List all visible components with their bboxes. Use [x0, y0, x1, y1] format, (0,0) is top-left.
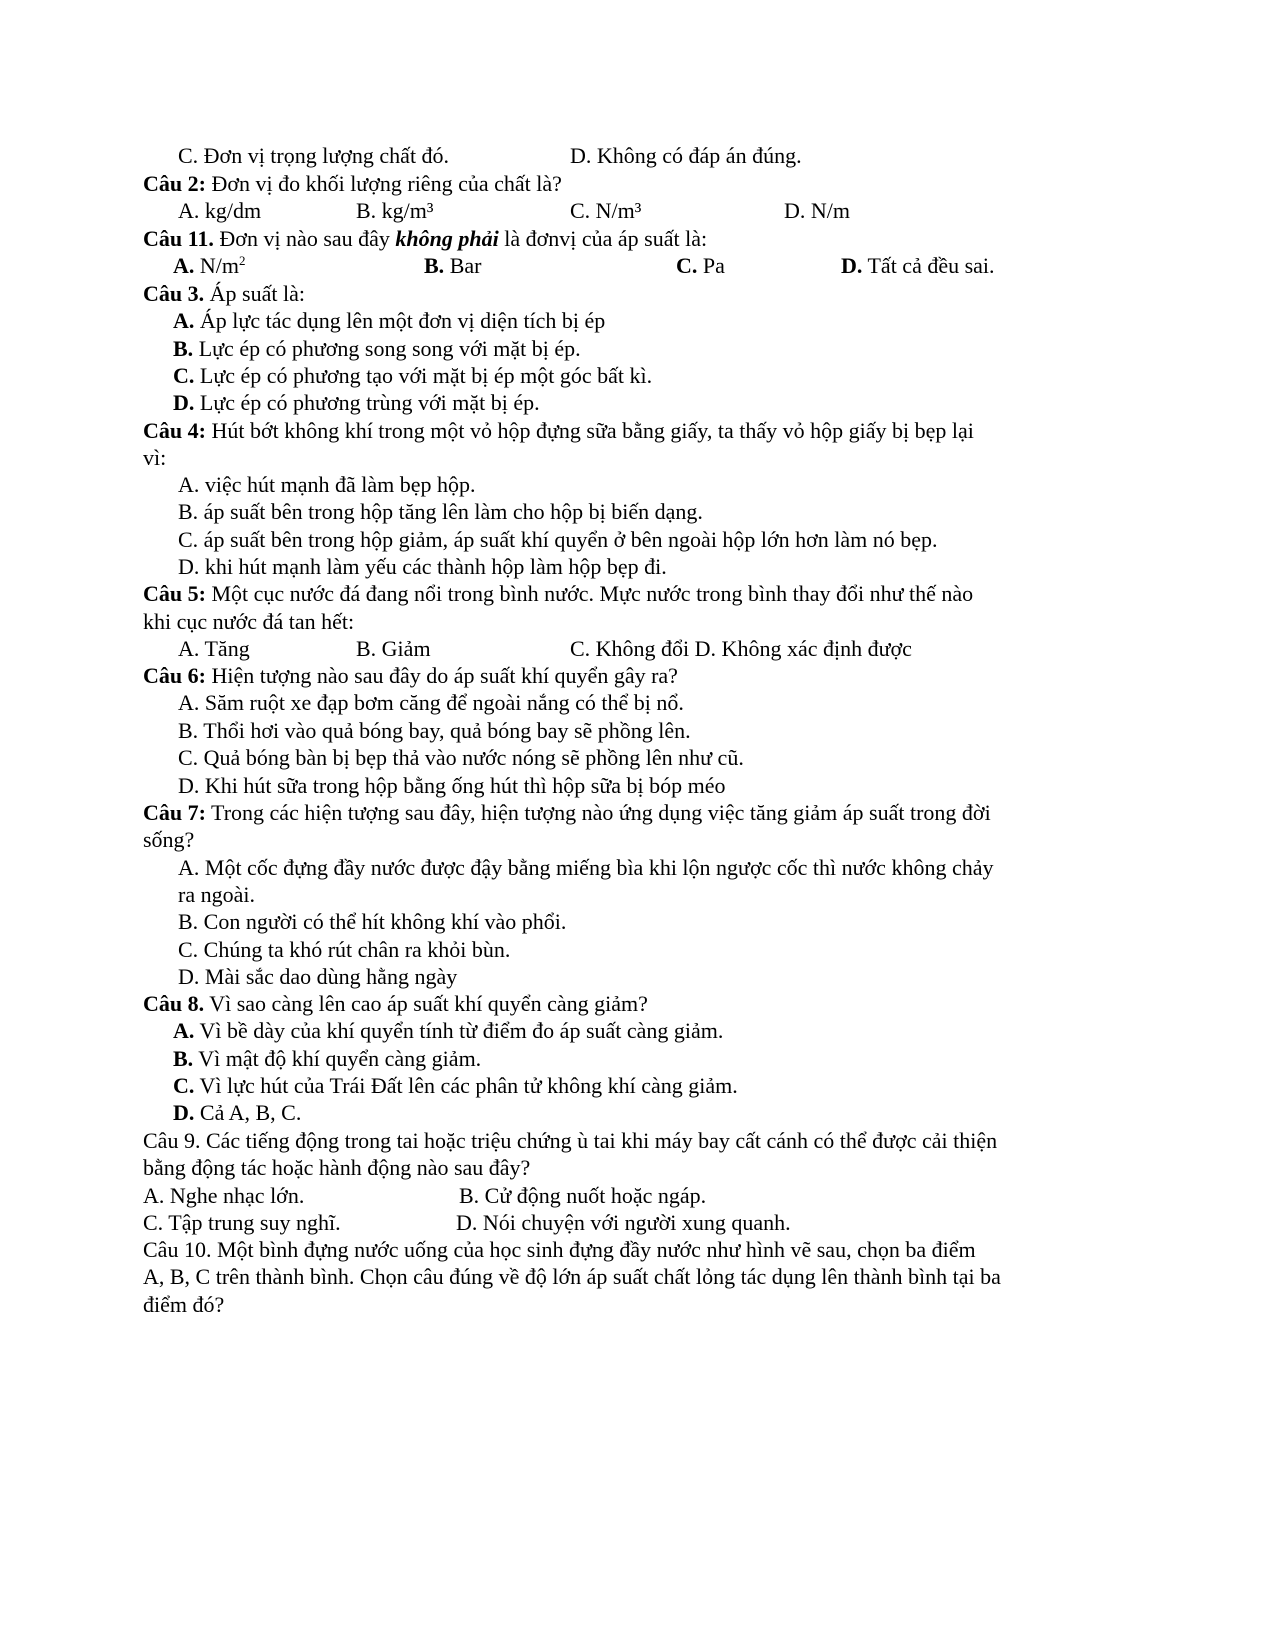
- question-10-continuation-1: A, B, C trên thành bình. Chọn câu đúng về độ lớn áp suất chất lỏng tác dụng lên thành bình tại ba: [143, 1264, 1001, 1289]
- q6-option-c: C. Quả bóng bàn bị bẹp thả vào nước nóng sẽ phồng lên như cũ.: [178, 745, 744, 770]
- option-letter: D.: [841, 253, 863, 278]
- q3-option-d: [173, 390, 540, 416]
- option-letter: D.: [173, 1100, 195, 1125]
- option-letter: C.: [173, 1073, 195, 1098]
- q5-option-b: B. Giảm: [356, 636, 431, 661]
- option-letter: D.: [173, 390, 195, 415]
- question-text: Một cục nước đá đang nổi trong bình nước. Mực nước trong bình thay đổi như thế nào: [205, 581, 974, 606]
- question-label: Câu 6:: [143, 663, 206, 688]
- question-label: Câu 7:: [143, 800, 206, 825]
- q2-option-a: A. kg/dm: [178, 198, 262, 223]
- option-letter: C.: [676, 253, 698, 278]
- question-label: Câu 3.: [143, 281, 205, 306]
- question-5: [143, 581, 973, 607]
- question-4-continuation: vì:: [143, 445, 167, 470]
- q7-option-c: C. Chúng ta khó rút chân ra khỏi bùn.: [178, 937, 511, 962]
- q8-option-b: [173, 1046, 481, 1072]
- q5-option-cd: C. Không đổi D. Không xác định được: [570, 636, 912, 661]
- option-text: Lực ép có phương tạo với mặt bị ép một góc bất kì.: [194, 363, 653, 388]
- question-label: Câu 4:: [143, 418, 206, 443]
- question-text: Hiện tượng nào sau đây do áp suất khí quyển gây ra?: [205, 663, 678, 688]
- question-9-continuation: bằng động tác hoặc hành động nào sau đây?: [143, 1155, 531, 1180]
- question-label: Câu 2:: [143, 171, 206, 196]
- question-5-continuation: khi cục nước đá tan hết:: [143, 609, 355, 634]
- question-text: Trong các hiện tượng sau đây, hiện tượng nào ứng dụng việc tăng giảm áp suất trong đời: [205, 800, 991, 825]
- option-text: Vì mật độ khí quyển càng giảm.: [193, 1046, 482, 1071]
- q4-option-b: B. áp suất bên trong hộp tăng lên làm cho hộp bị biến dạng.: [178, 499, 703, 524]
- q2-option-d: D. N/m: [784, 198, 850, 223]
- q8-option-a: [173, 1018, 723, 1044]
- question-6: [143, 663, 678, 689]
- question-label: Câu 11.: [143, 226, 214, 251]
- q6-option-b: B. Thổi hơi vào quả bóng bay, quả bóng bay sẽ phồng lên.: [178, 718, 691, 743]
- question-emphasis: không phải: [395, 226, 499, 251]
- q8-option-d: [173, 1100, 301, 1126]
- question-text-end: là đơnvị của áp suất là:: [498, 226, 708, 251]
- question-label: Câu 5:: [143, 581, 206, 606]
- q11-option-d: [841, 253, 995, 279]
- option-letter: C.: [173, 363, 195, 388]
- option-letter: B.: [173, 1046, 194, 1071]
- question-10-continuation-2: điểm đó?: [143, 1292, 225, 1317]
- option-text: Lực ép có phương song song với mặt bị ép.: [193, 336, 581, 361]
- option-text: Cả A, B, C.: [194, 1100, 302, 1125]
- q4-option-a: A. việc hút mạnh đã làm bẹp hộp.: [178, 472, 476, 497]
- q8-option-c: [173, 1073, 738, 1099]
- option-text: Bar: [444, 253, 482, 278]
- question-label: Câu 8.: [143, 991, 205, 1016]
- q2-option-b: B. kg/m³: [356, 198, 434, 223]
- q4-option-d: D. khi hút mạnh làm yếu các thành hộp làm hộp bẹp đi.: [178, 554, 667, 579]
- q9-option-a: A. Nghe nhạc lớn.: [143, 1183, 305, 1208]
- q11-option-c: [676, 253, 725, 279]
- option-letter: A.: [173, 1018, 195, 1043]
- q7-option-a-continuation: ra ngoài.: [178, 882, 255, 907]
- option-letter: B.: [173, 336, 194, 361]
- q3-option-b: [173, 336, 581, 362]
- q3-option-a: [173, 308, 605, 334]
- option-text: Pa: [697, 253, 725, 278]
- question-text: Vì sao càng lên cao áp suất khí quyển càng giảm?: [204, 991, 648, 1016]
- question-2: [143, 171, 562, 197]
- option-superscript: 2: [239, 253, 246, 268]
- q11-option-b: [424, 253, 481, 279]
- q3-option-c: [173, 363, 652, 389]
- option-letter: A.: [173, 308, 195, 333]
- option-text: Áp lực tác dụng lên một đơn vị diện tích bị ép: [194, 308, 606, 333]
- q5-option-a: A. Tăng: [178, 636, 250, 661]
- question-10: Câu 10. Một bình đựng nước uống của học sinh đựng đầy nước như hình vẽ sau, chọn ba điểm: [143, 1237, 976, 1262]
- question-11: [143, 226, 707, 252]
- question-8: [143, 991, 648, 1017]
- option-text: Vì lực hút của Trái Đất lên các phân tử không khí càng giảm.: [194, 1073, 738, 1098]
- q7-option-b: B. Con người có thể hít không khí vào phổi.: [178, 909, 567, 934]
- q9-option-b: B. Cử động nuốt hoặc ngáp.: [459, 1183, 707, 1208]
- option-text: Vì bề dày của khí quyển tính từ điểm đo áp suất càng giảm.: [194, 1018, 724, 1043]
- q1-option-c: C. Đơn vị trọng lượng chất đó.: [178, 143, 450, 168]
- question-text: Áp suất là:: [204, 281, 305, 306]
- q1-option-d: D. Không có đáp án đúng.: [570, 143, 802, 168]
- q11-option-a: [173, 253, 246, 279]
- question-7-continuation: sống?: [143, 827, 195, 852]
- q9-option-d: D. Nói chuyện với người xung quanh.: [456, 1210, 791, 1235]
- question-text: Đơn vị đo khối lượng riêng của chất là?: [205, 171, 562, 196]
- question-4: [143, 418, 974, 444]
- q9-option-c: C. Tập trung suy nghĩ.: [143, 1210, 341, 1235]
- q7-option-a: A. Một cốc đựng đầy nước được đậy bằng miếng bìa khi lộn ngược cốc thì nước không chảy: [178, 855, 994, 880]
- option-text: Tất cả đều sai.: [862, 253, 995, 278]
- option-text: N/m: [194, 253, 240, 278]
- question-7: [143, 800, 991, 826]
- question-text: Hút bớt không khí trong một vỏ hộp đựng sữa bằng giấy, ta thấy vỏ hộp giấy bị bẹp lại: [205, 418, 974, 443]
- question-text: Đơn vị nào sau đây: [213, 226, 396, 251]
- option-letter: B.: [424, 253, 445, 278]
- question-9: Câu 9. Các tiếng động trong tai hoặc triệu chứng ù tai khi máy bay cất cánh có thể được cải thiện: [143, 1128, 998, 1153]
- option-letter: A.: [173, 253, 195, 278]
- q6-option-d: D. Khi hút sữa trong hộp bằng ống hút thì hộp sữa bị bóp méo: [178, 773, 726, 798]
- q7-option-d: D. Mài sắc dao dùng hằng ngày: [178, 964, 458, 989]
- option-text: Lực ép có phương trùng với mặt bị ép.: [194, 390, 540, 415]
- q2-option-c: C. N/m³: [570, 198, 642, 223]
- question-3: [143, 281, 305, 307]
- q6-option-a: A. Săm ruột xe đạp bơm căng để ngoài nắng có thể bị nổ.: [178, 690, 684, 715]
- q4-option-c: C. áp suất bên trong hộp giảm, áp suất khí quyển ở bên ngoài hộp lớn hơn làm nó bẹp.: [178, 527, 938, 552]
